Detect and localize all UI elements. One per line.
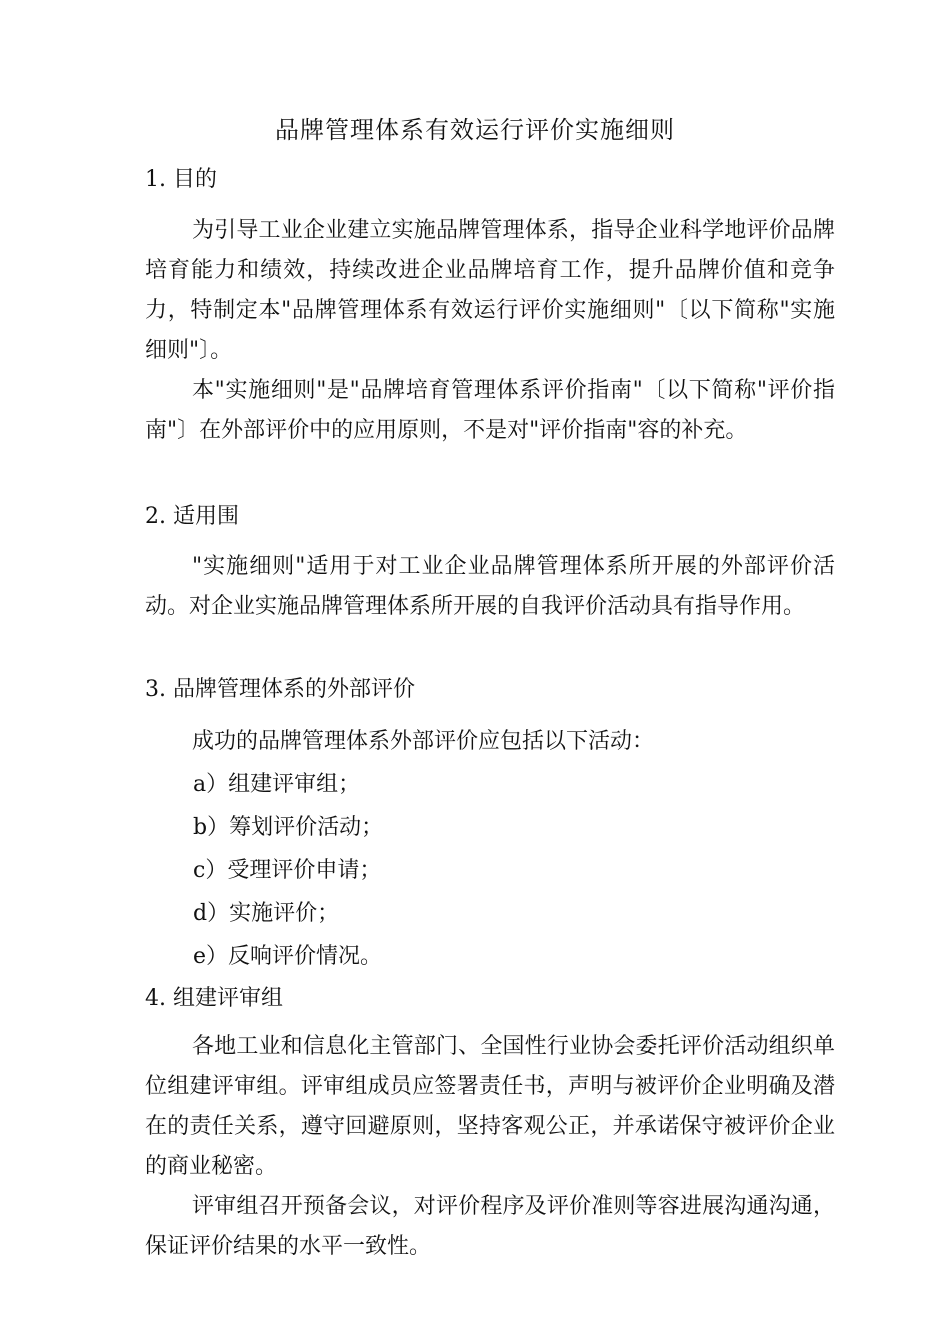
list-item: c）受理评价申请； — [193, 858, 382, 883]
section-heading-external-evaluation: 3. 品牌管理体系的外部评价 — [145, 677, 415, 702]
section-heading-scope: 2. 适用围 — [145, 504, 239, 529]
paragraph-preparatory-meeting: 评审组召开预备会议，对评价程序及评价准则等容进展沟通沟通，保证评价结果的水平一致性。 — [145, 1194, 835, 1259]
section-heading-review-team: 4. 组建评审组 — [145, 986, 283, 1011]
list-item: b）筹划评价活动； — [193, 815, 384, 840]
section-heading-purpose: 1. 目的 — [145, 167, 217, 192]
paragraph-purpose: 为引导工业企业建立实施品牌管理体系，指导企业科学地评价品牌培育能力和绩效，持续改进企业品牌培育工作，提升品牌价值和竞争力，特制定本"品牌管理体系有效运行评价实施细则"〔以下简称"实施细则"〕。 — [145, 218, 835, 363]
paragraph-scope: "实施细则"适用于对工业企业品牌管理体系所开展的外部评价活动。对企业实施品牌管理体系所开展的自我评价活动具有指导作用。 — [145, 554, 835, 619]
paragraph-activities-intro: 成功的品牌管理体系外部评价应包括以下活动： — [192, 729, 655, 754]
paragraph-relationship: 本"实施细则"是"品牌培育管理体系评价指南"〔以下简称"评价指南"〕在外部评价中的应用原则，不是对"评价指南"容的补充。 — [145, 378, 835, 443]
list-item: a）组建评审组； — [193, 772, 361, 797]
list-item: d）实施评价； — [193, 901, 340, 926]
document-title: 品牌管理体系有效运行评价实施细则 — [275, 116, 675, 144]
paragraph-review-team: 各地工业和信息化主管部门、全国性行业协会委托评价活动组织单位组建评审组。评审组成员应签署责任书，声明与被评价企业明确及潜在的责任关系，遵守回避原则，坚持客观公正，并承诺保守被评价企业的商业秘密。 — [145, 1034, 835, 1179]
list-item: e）反响评价情况。 — [193, 944, 383, 969]
